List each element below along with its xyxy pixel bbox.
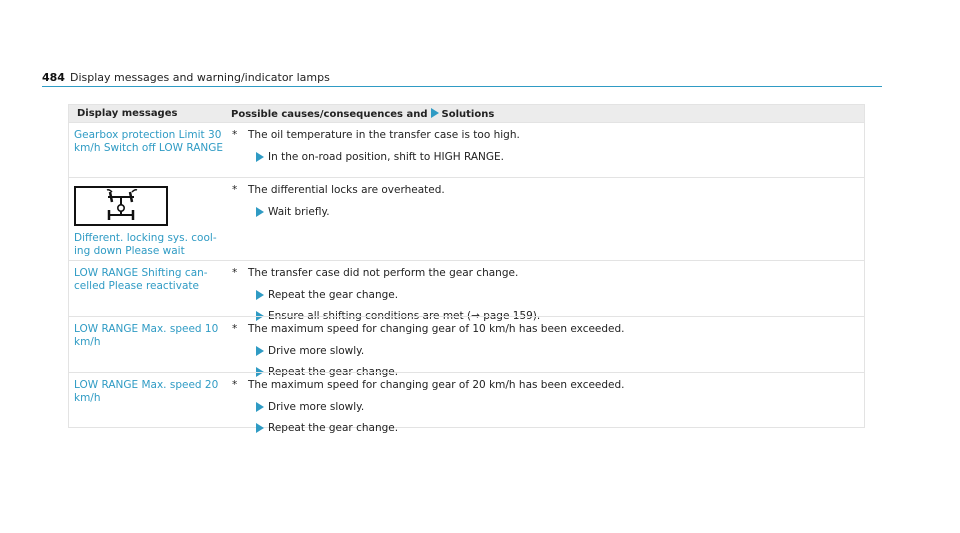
arrow-right-icon bbox=[256, 346, 264, 356]
table-row bbox=[69, 316, 864, 378]
arrow-right-icon bbox=[256, 290, 264, 300]
arrow-right-icon bbox=[256, 423, 264, 433]
cause-text: The maximum speed for changing gear of 20 km/h has been exceeded. bbox=[248, 379, 625, 391]
solution-step bbox=[231, 151, 856, 164]
display-message: LOW RANGE Max. speed 10 km/h bbox=[74, 323, 219, 348]
step-text: Drive more slowly. bbox=[268, 344, 365, 357]
column-header-solutions bbox=[231, 108, 494, 120]
cause bbox=[231, 323, 856, 336]
table-row bbox=[69, 260, 864, 322]
bullet-asterisk: * bbox=[232, 129, 238, 141]
display-message: LOW RANGE Max. speed 20 km/h bbox=[74, 379, 219, 404]
page-heading: Display messages and warning/indicator lamps bbox=[70, 71, 330, 84]
table-row bbox=[69, 177, 864, 260]
solution-step bbox=[231, 401, 856, 414]
bullet-asterisk: * bbox=[232, 267, 238, 279]
solution-step bbox=[231, 345, 856, 358]
solution-step bbox=[231, 206, 856, 219]
message-cell bbox=[74, 184, 224, 257]
bullet-asterisk: * bbox=[232, 379, 238, 391]
column-header-solutions-text: Solutions bbox=[441, 109, 495, 120]
cause-text: The maximum speed for changing gear of 10 km/h has been exceeded. bbox=[248, 323, 625, 335]
cause bbox=[231, 129, 856, 142]
cause bbox=[231, 267, 856, 280]
step-text: Wait briefly. bbox=[268, 205, 330, 218]
solution-cell bbox=[231, 184, 856, 218]
bullet-asterisk: * bbox=[232, 323, 238, 335]
table-row bbox=[69, 122, 864, 177]
table-row bbox=[69, 372, 864, 434]
display-message: Different. locking sys. cool-ing down Please wait bbox=[74, 232, 217, 257]
arrow-right-icon bbox=[431, 108, 439, 118]
arrow-right-icon bbox=[256, 207, 264, 217]
cause bbox=[231, 379, 856, 392]
step-text: In the on-road position, shift to HIGH RANGE. bbox=[268, 150, 505, 163]
solution-cell bbox=[231, 323, 856, 379]
bullet-asterisk: * bbox=[232, 184, 238, 196]
column-header-causes-text: Possible causes/consequences and bbox=[231, 109, 428, 120]
arrow-right-icon bbox=[256, 402, 264, 412]
solution-step bbox=[231, 422, 856, 435]
display-messages-table bbox=[68, 104, 865, 434]
display-message: Gearbox protection Limit 30 km/h Switch off LOW RANGE bbox=[74, 129, 224, 154]
step-text: Drive more slowly. bbox=[268, 400, 365, 413]
arrow-right-icon bbox=[256, 152, 264, 162]
cause-text: The transfer case did not perform the gear change. bbox=[248, 267, 519, 279]
page-number: 484 bbox=[42, 71, 65, 84]
solution-step bbox=[231, 289, 856, 302]
differential-lock-icon bbox=[74, 186, 168, 226]
header-rule bbox=[42, 86, 882, 87]
step-text: Repeat the gear change. bbox=[268, 422, 399, 434]
cause-text: The differential locks are overheated. bbox=[248, 184, 445, 196]
column-header-messages: Display messages bbox=[77, 108, 178, 119]
cause bbox=[231, 184, 856, 197]
step-text: Repeat the gear change. bbox=[268, 288, 399, 301]
solution-cell bbox=[231, 379, 856, 435]
page-header bbox=[42, 68, 882, 88]
cause-text: The oil temperature in the transfer case is too high. bbox=[248, 129, 520, 141]
table-header-row bbox=[69, 105, 864, 122]
solution-cell bbox=[231, 267, 856, 323]
display-message: LOW RANGE Shifting can-celled Please reactivate bbox=[74, 267, 208, 292]
step-text: Ensure all shifting conditions are met (→ page 159). bbox=[268, 310, 541, 322]
solution-cell bbox=[231, 129, 856, 163]
step-text: Repeat the gear change. bbox=[268, 366, 399, 378]
